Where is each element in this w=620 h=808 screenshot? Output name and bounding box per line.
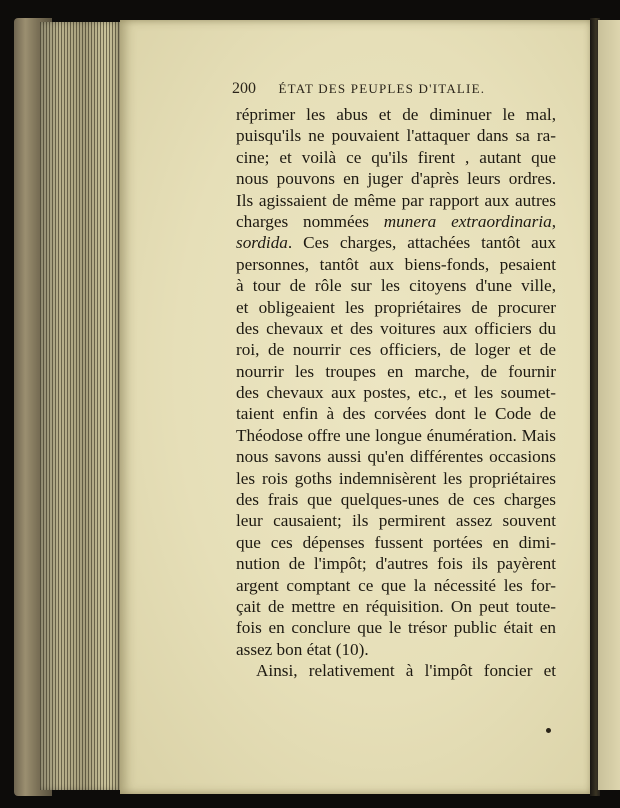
running-head (232, 80, 572, 100)
text-line: à tour de rôle sur les citoyens d'une ville, (236, 276, 556, 296)
text-line: nous savons aussi qu'en différentes occasions (236, 447, 556, 467)
text-line: que ces dépenses fussent portées en dimi- (236, 532, 556, 552)
text-line: puisqu'ils ne pouvaient l'attaquer dans sa ra- (236, 126, 556, 146)
text-line: çait de mettre en réquisition. On peut toute- (236, 596, 556, 616)
text-line: assez bon état (10). (236, 639, 369, 659)
text-line: des chevaux aux postes, etc., et les soumet- (236, 383, 556, 403)
text-line: des chevaux et des voitures aux officiers du (236, 318, 556, 338)
text-line: taient enfin à des corvées dont le Code de (236, 404, 556, 424)
text-line: Ainsi, relativement à l'impôt foncier et (256, 661, 556, 681)
text-line: des frais que quelques-unes de ces charges (236, 490, 556, 510)
page-edges (40, 22, 122, 790)
italic-term: munera extraordinaria (383, 211, 552, 231)
text-line: leur causaient; ils permirent assez souvent (236, 511, 556, 531)
italic-term: sordida (236, 233, 288, 253)
ink-spot (546, 728, 551, 733)
page-number: 200 (232, 80, 256, 97)
facing-page-edge (598, 20, 620, 790)
text-line: nous pouvons en juger d'après leurs ordres. (236, 169, 556, 189)
text-line: Ils agissaient de même par rapport aux autres (236, 190, 556, 210)
body-text (236, 104, 556, 682)
text-line: les rois goths indemnisèrent les propriétaires (236, 468, 556, 488)
text-line: et obligeaient les propriétaires de procurer (236, 297, 556, 317)
text-line: nourrir les troupes en marche, de fournir (236, 361, 556, 381)
text-line: nution de l'impôt; d'autres fois ils payèrent (236, 554, 556, 574)
text-line: argent comptant ce que la nécessité les for- (236, 575, 556, 595)
running-title: ÉTAT DES PEUPLES D'ITALIE. (278, 81, 486, 96)
text-line: Théodose offre une longue énumération. Mais (236, 425, 556, 445)
text-line: sordida. Ces charges, attachées tantôt aux (236, 233, 556, 253)
text-line: charges nommées munera extraordinaria, (236, 211, 556, 231)
text-line: personnes, tantôt aux biens-fonds, pesaient (236, 254, 556, 274)
text-line: roi, de nourrir ces officiers, de loger et de (236, 340, 556, 360)
text-line: cine; et voilà ce qu'ils firent , autant que (236, 147, 556, 167)
text-line: fois en conclure que le trésor public était en (236, 618, 556, 638)
text-line: réprimer les abus et de diminuer le mal, (236, 105, 556, 124)
